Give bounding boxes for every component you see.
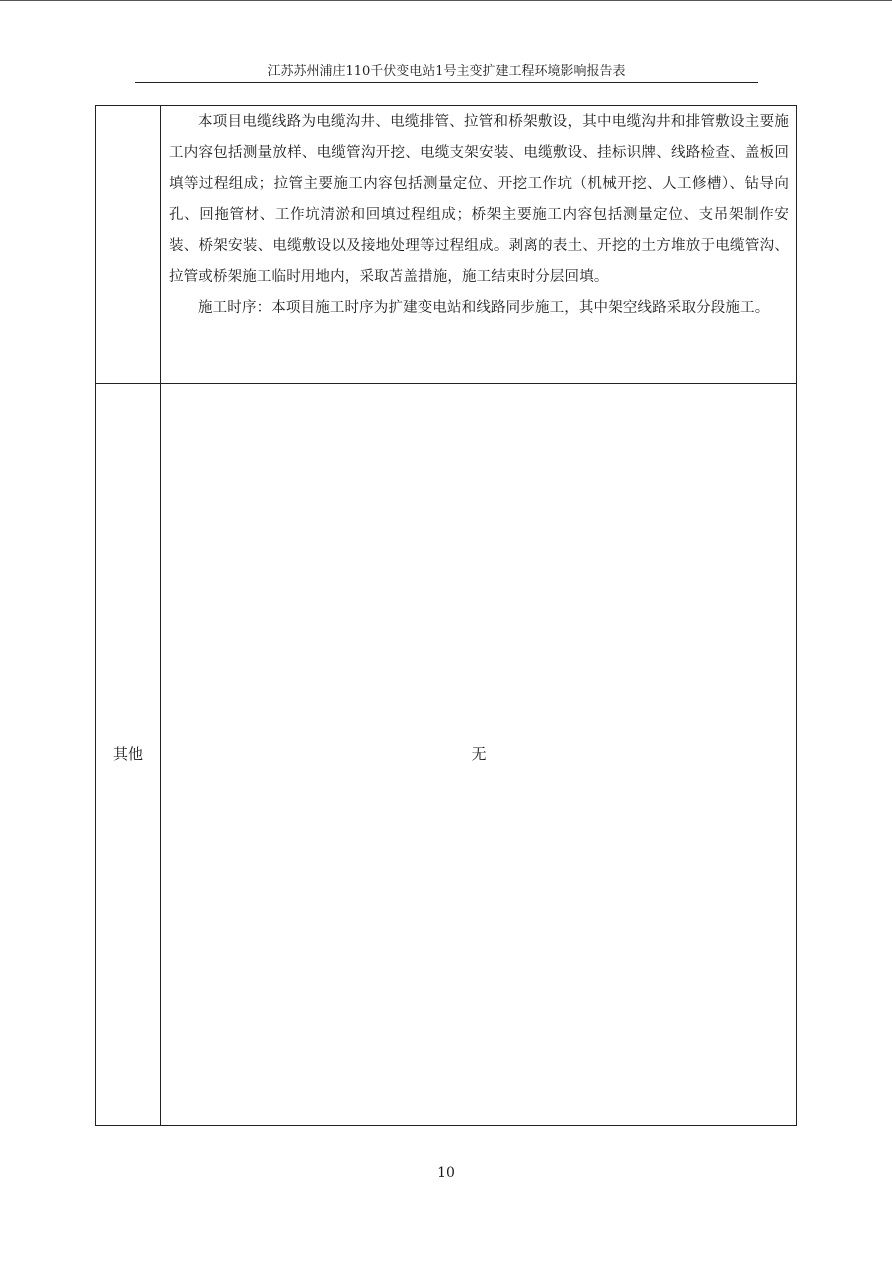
- construction-sequence-paragraph: 施工时序：本项目施工时序为扩建变电站和线路同步施工，其中架空线路采取分段施工。: [198, 300, 770, 316]
- cable-construction-paragraph: 本项目电缆线路为电缆沟井、电缆排管、拉管和桥架敷设，其中电缆沟井和排管敷设主要施工内容包括测量放样、电缆管沟开挖、电缆支架安装、电缆敷设、挂标识牌、线路检查、盖板回填等过程组成；拉管主要施工内容包括测量定位、开挖工作坑（机械开挖、人工修槽）、钻导向孔、回拖管材、工作坑清淤和回填过程组成；桥架主要施工内容包括测量定位、支吊架制作安装、桥架安装、电缆敷设以及接地处理等过程组成。剥离的表土、开挖的土方堆放于电缆管沟、拉管或桥架施工临时用地内，采取苫盖措施，施工结束时分层回填。: [169, 114, 789, 285]
- table-column-divider: [160, 106, 161, 1125]
- page-number: 10: [437, 1165, 455, 1181]
- page-header-title: 江苏苏州浦庄110千伏变电站1号主变扩建工程环境影响报告表: [267, 64, 626, 79]
- header-rule: [135, 82, 758, 83]
- table-row-divider: [96, 383, 796, 384]
- other-value-cell: 无: [471, 745, 487, 763]
- other-label-cell: 其他: [112, 745, 143, 763]
- construction-description-cell: [169, 107, 789, 324]
- report-table: [95, 105, 797, 1126]
- page-top-border: [0, 0, 892, 1]
